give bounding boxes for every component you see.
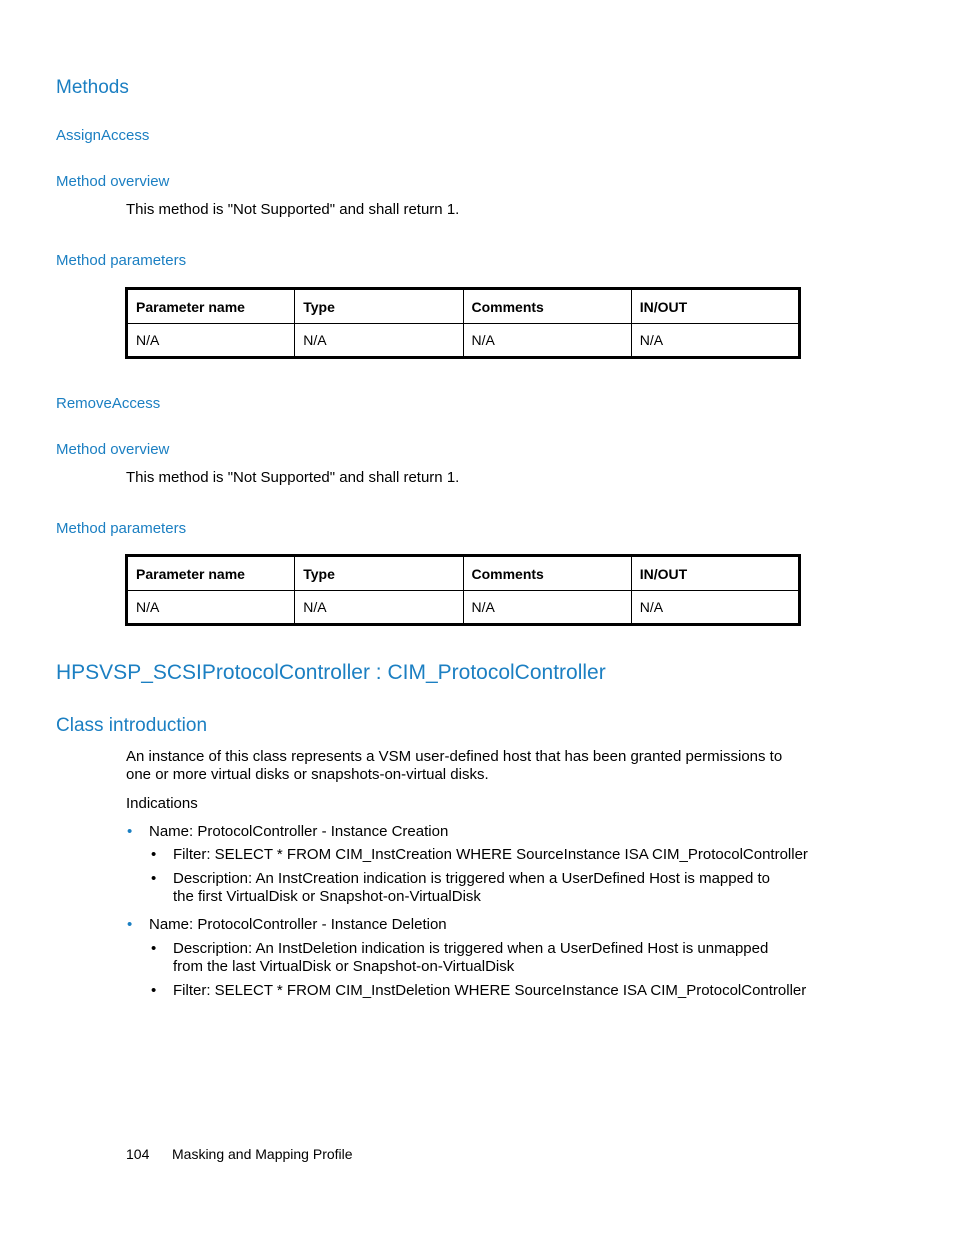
table-cell: N/A xyxy=(295,324,463,358)
indication-sub-item: Description: An InstCreation indication is triggered when a UserDefined Host is mapped to the first VirtualDisk or Snapshot-on-VirtualDisk xyxy=(173,870,770,905)
remove-access-params-table xyxy=(125,554,801,626)
class-intro-paragraph: An instance of this class represents a VSM user-defined host that has been granted permissions to one or more virtual disks or snapshots-on-virtual disks. xyxy=(126,748,783,783)
indication-sub-item: Filter: SELECT * FROM CIM_InstDeletion WHERE SourceInstance ISA CIM_ProtocolController xyxy=(173,982,807,999)
indication-sub-item: Description: An InstDeletion indication is triggered when a UserDefined Host is unmapped from the last VirtualDisk or Snapshot-on-VirtualDisk xyxy=(173,940,769,975)
assign-access-params-table xyxy=(125,287,801,359)
indication-item-name: Name: ProtocolController - Instance Creation xyxy=(149,823,449,840)
class-heading: HPSVSP_SCSIProtocolController : CIM_ProtocolController xyxy=(56,661,606,684)
table-header-cell: Comments xyxy=(463,556,631,591)
assign-access-overview-heading: Method overview xyxy=(56,173,170,190)
table-header-cell: Type xyxy=(295,289,463,324)
assign-access-params-heading: Method parameters xyxy=(56,252,187,269)
table-header-cell: IN/OUT xyxy=(631,289,799,324)
table-header-cell: Parameter name xyxy=(127,289,295,324)
remove-access-overview-text: This method is "Not Supported" and shall return 1. xyxy=(126,469,460,486)
indication-sub-item: Filter: SELECT * FROM CIM_InstCreation WHERE SourceInstance ISA CIM_ProtocolController xyxy=(173,846,808,863)
assign-access-title: AssignAccess xyxy=(56,127,150,144)
bullet-icon: • xyxy=(151,940,157,957)
table-header-row xyxy=(127,289,800,324)
bullet-icon: • xyxy=(127,823,133,840)
table-cell: N/A xyxy=(631,591,799,625)
methods-heading: Methods xyxy=(56,77,129,98)
table-row xyxy=(127,324,800,358)
bullet-icon: • xyxy=(151,870,157,887)
table-cell: N/A xyxy=(295,591,463,625)
table-cell: N/A xyxy=(127,324,295,358)
table-header-cell: Type xyxy=(295,556,463,591)
class-intro-heading: Class introduction xyxy=(56,715,208,736)
table-cell: N/A xyxy=(127,591,295,625)
table-cell: N/A xyxy=(463,591,631,625)
bullet-icon: • xyxy=(151,982,157,999)
remove-access-title: RemoveAccess xyxy=(56,395,161,412)
table-cell: N/A xyxy=(631,324,799,358)
bullet-icon: • xyxy=(151,846,157,863)
table-cell: N/A xyxy=(463,324,631,358)
table-header-cell: IN/OUT xyxy=(631,556,799,591)
remove-access-params-heading: Method parameters xyxy=(56,520,187,537)
page-number: 104 xyxy=(126,1146,150,1162)
table-row xyxy=(127,591,800,625)
table-header-cell: Comments xyxy=(463,289,631,324)
indication-item-name: Name: ProtocolController - Instance Deletion xyxy=(149,916,447,933)
bullet-icon: • xyxy=(127,916,133,933)
assign-access-overview-text: This method is "Not Supported" and shall return 1. xyxy=(126,201,460,218)
table-header-row xyxy=(127,556,800,591)
remove-access-overview-heading: Method overview xyxy=(56,441,170,458)
table-header-cell: Parameter name xyxy=(127,556,295,591)
footer-section-title: Masking and Mapping Profile xyxy=(172,1146,353,1162)
indications-label: Indications xyxy=(126,795,198,812)
